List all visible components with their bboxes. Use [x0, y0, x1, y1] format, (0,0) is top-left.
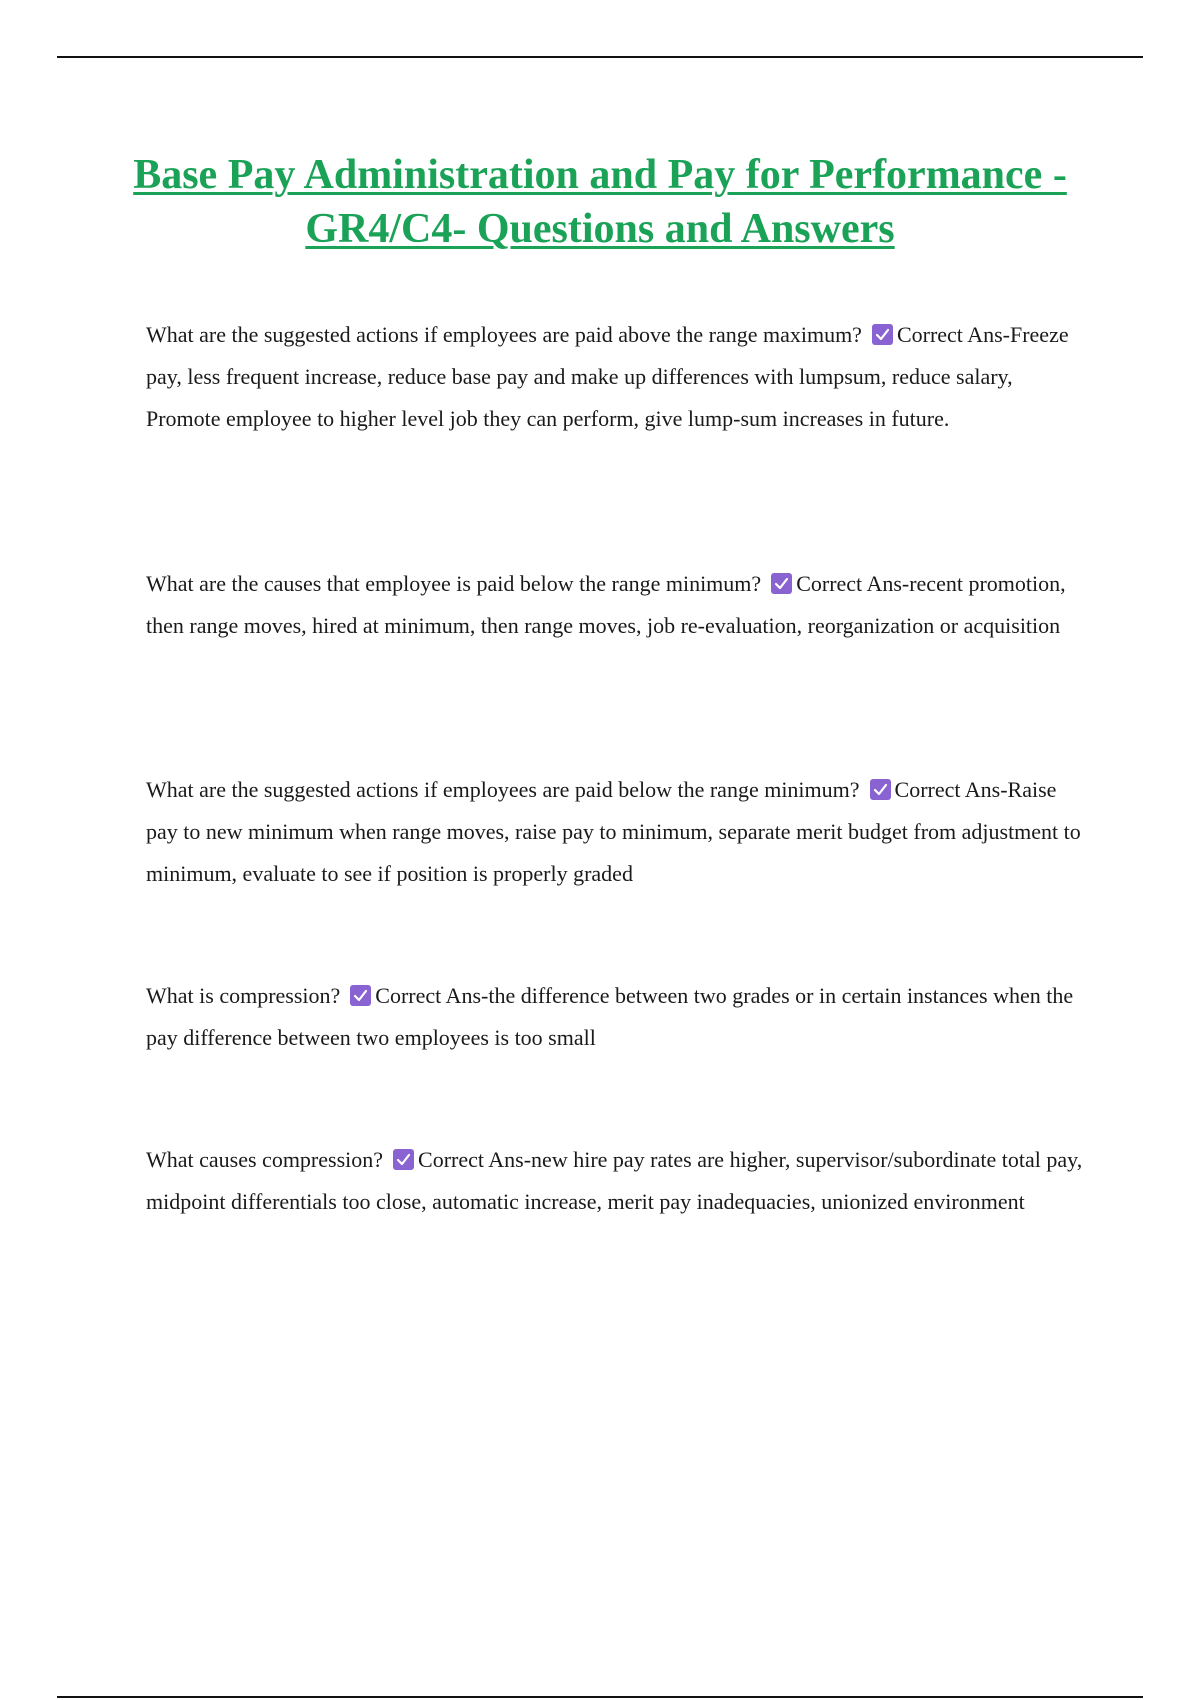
answer-text: Correct Ans-Raise pay to new minimum when range moves, raise pay to minimum, separate merit budget from adjustment to minimum, evaluate to see if position is properly graded [146, 777, 1081, 886]
checkmark-icon [870, 779, 891, 800]
qa-item [146, 563, 1086, 647]
question-text: What are the causes that employee is paid below the range minimum? [146, 571, 762, 596]
qa-item [146, 769, 1086, 895]
answer-text: Correct Ans-new hire pay rates are higher, supervisor/subordinate total pay, midpoint differentials too close, automatic increase, merit pay inadequacies, unionized environment [146, 1147, 1083, 1214]
answer-text: Correct Ans-the difference between two grades or in certain instances when the pay difference between two employees is too small [146, 983, 1074, 1050]
checkmark-icon [393, 1149, 414, 1170]
question-text: What are the suggested actions if employees are paid above the range maximum? [146, 322, 862, 347]
answer-text: Correct Ans-recent promotion, then range moves, hired at minimum, then range moves, job re-evaluation, reorganization or acquisition [146, 571, 1066, 638]
answer-text: Correct Ans-Freeze pay, less frequent increase, reduce base pay and make up differences with lumpsum, reduce salary, Promote employee to higher level job they can perform, give lump-sum increases in future. [146, 322, 1069, 431]
footer-rule [57, 1696, 1143, 1698]
qa-item [146, 1139, 1086, 1223]
question-text: What is compression? [146, 983, 341, 1008]
question-text: What are the suggested actions if employees are paid below the range minimum? [146, 777, 860, 802]
document-title: Base Pay Administration and Pay for Performance - GR4/C4- Questions and Answers [133, 152, 1067, 252]
checkmark-icon [350, 985, 371, 1006]
header-rule [57, 56, 1143, 58]
qa-item [146, 314, 1086, 440]
checkmark-icon [771, 573, 792, 594]
qa-item [146, 975, 1086, 1059]
checkmark-icon [872, 324, 893, 345]
question-text: What causes compression? [146, 1147, 384, 1172]
